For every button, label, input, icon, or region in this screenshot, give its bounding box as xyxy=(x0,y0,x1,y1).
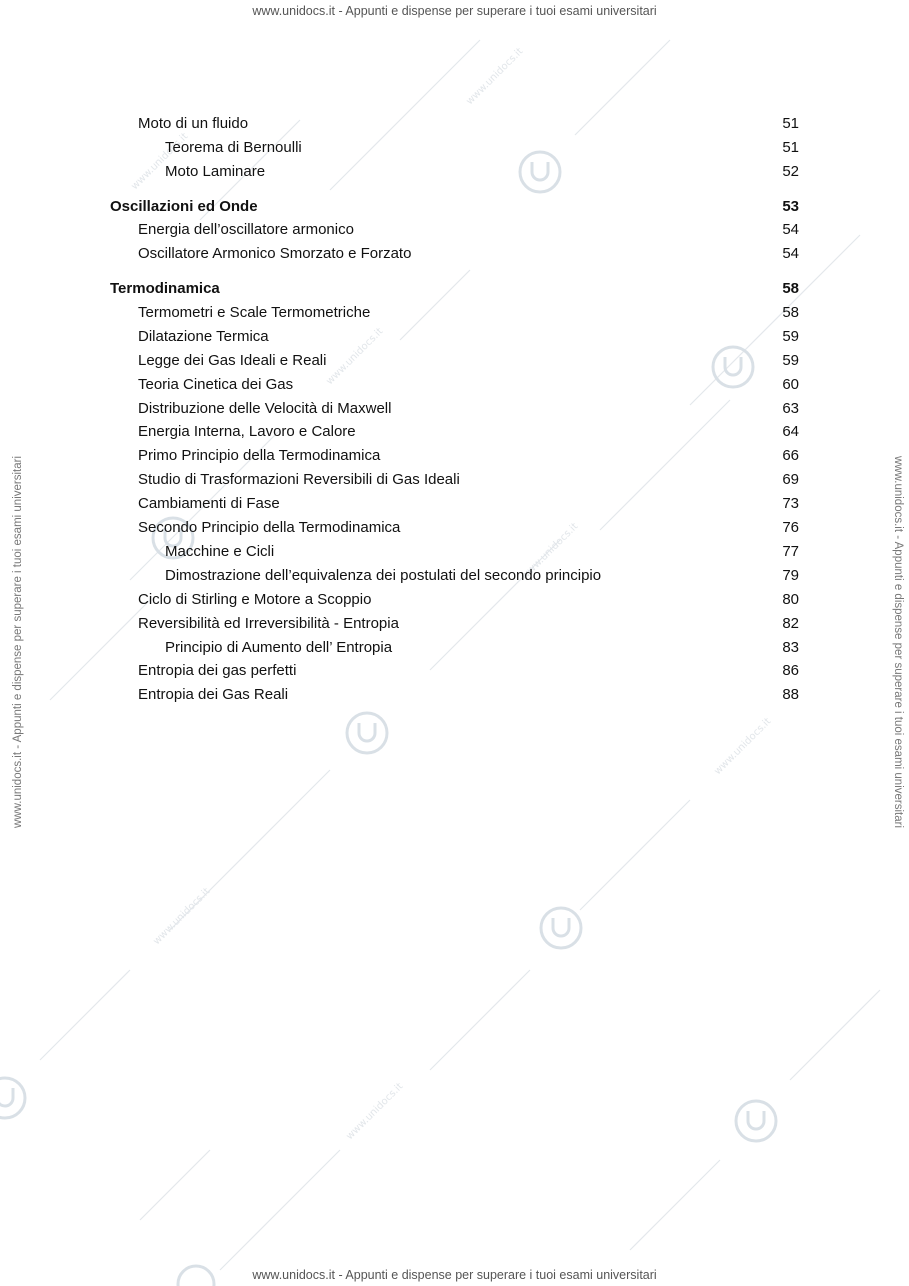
toc-entry[interactable] xyxy=(0,494,909,514)
toc-entry-title: Secondo Principio della Termodinamica xyxy=(138,519,401,536)
footer-banner: www.unidocs.it - Appunti e dispense per superare i tuoi esami universitari xyxy=(252,1268,657,1282)
toc-entry[interactable] xyxy=(0,470,909,490)
toc-entry-page: 51 xyxy=(782,139,799,156)
toc-entry[interactable] xyxy=(0,542,909,562)
toc-entry-page: 58 xyxy=(782,304,799,321)
toc-entry-page: 73 xyxy=(782,495,799,512)
toc-entry-title: Reversibilità ed Irreversibilità - Entropia xyxy=(138,615,399,632)
toc-section[interactable] xyxy=(0,197,909,217)
toc-entry[interactable] xyxy=(0,566,909,586)
toc-entry-page: 69 xyxy=(782,471,799,488)
toc-entry-title: Dimostrazione dell’equivalenza dei postulati del secondo principio xyxy=(165,567,602,584)
toc-entry-title: Cambiamenti di Fase xyxy=(138,495,280,512)
watermark-text: www.unidocs.it xyxy=(519,521,581,583)
toc-section[interactable] xyxy=(0,279,909,299)
toc-entry-page: 77 xyxy=(782,543,799,560)
watermark-text: www.unidocs.it xyxy=(324,326,386,388)
toc-section-page: 53 xyxy=(782,198,799,215)
toc-entry-title: Macchine e Cicli xyxy=(165,543,275,560)
watermark-text: www.unidocs.it xyxy=(129,131,191,193)
toc-entry-page: 59 xyxy=(782,328,799,345)
toc-entry-page: 54 xyxy=(782,245,799,262)
toc-entry-title: Oscillatore Armonico Smorzato e Forzato xyxy=(138,245,412,262)
toc-entry-title: Termometri e Scale Termometriche xyxy=(138,304,371,321)
toc-entry-page: 66 xyxy=(782,447,799,464)
toc-entry-title: Moto di un fluido xyxy=(138,115,249,132)
toc-entry-title: Dilatazione Termica xyxy=(138,328,269,345)
toc-section-title: Termodinamica xyxy=(110,280,220,297)
toc-entry-page: 80 xyxy=(782,591,799,608)
right-side-banner: www.unidocs.it - Appunti e dispense per superare i tuoi esami universitari xyxy=(892,455,904,829)
toc-entry-page: 64 xyxy=(782,423,799,440)
toc-entry-title: Moto Laminare xyxy=(165,163,266,180)
toc-entry[interactable] xyxy=(0,244,909,264)
header-banner: www.unidocs.it - Appunti e dispense per superare i tuoi esami universitari xyxy=(252,4,657,18)
toc-entry-page: 82 xyxy=(782,615,799,632)
toc-entry[interactable] xyxy=(0,303,909,323)
toc-section-title: Oscillazioni ed Onde xyxy=(110,198,258,215)
toc-entry-page: 88 xyxy=(782,686,799,703)
toc-entry[interactable] xyxy=(0,138,909,158)
toc-entry-page: 76 xyxy=(782,519,799,536)
toc-entry[interactable] xyxy=(0,638,909,658)
watermark-text: www.unidocs.it xyxy=(712,716,774,778)
toc-entry[interactable] xyxy=(0,114,909,134)
toc-section-page: 58 xyxy=(782,280,799,297)
watermark-text: www.unidocs.it xyxy=(464,46,526,108)
toc-entry[interactable] xyxy=(0,220,909,240)
toc-entry[interactable] xyxy=(0,518,909,538)
toc-entry[interactable] xyxy=(0,446,909,466)
toc-entry-title: Entropia dei Gas Reali xyxy=(138,686,289,703)
toc-entry[interactable] xyxy=(0,327,909,347)
toc-entry[interactable] xyxy=(0,614,909,634)
toc-entry[interactable] xyxy=(0,351,909,371)
toc-entry-title: Energia Interna, Lavoro e Calore xyxy=(138,423,356,440)
toc-entry-title: Energia dell’oscillatore armonico xyxy=(138,221,354,238)
toc-entry-title: Principio di Aumento dell’ Entropia xyxy=(165,639,393,656)
toc-entry[interactable] xyxy=(0,422,909,442)
toc-entry-title: Primo Principio della Termodinamica xyxy=(138,447,381,464)
toc-entry-page: 52 xyxy=(782,163,799,180)
toc-entry-title: Legge dei Gas Ideali e Reali xyxy=(138,352,327,369)
toc-entry-page: 79 xyxy=(782,567,799,584)
toc-entry[interactable] xyxy=(0,399,909,419)
toc-entry-page: 60 xyxy=(782,376,799,393)
toc-entry-title: Ciclo di Stirling e Motore a Scoppio xyxy=(138,591,372,608)
watermark-text: www.unidocs.it xyxy=(344,1081,406,1143)
toc-entry-page: 51 xyxy=(782,115,799,132)
toc-entry-title: Studio di Trasformazioni Reversibili di Gas Ideali xyxy=(138,471,460,488)
toc-entry-page: 63 xyxy=(782,400,799,417)
toc-entry[interactable] xyxy=(0,375,909,395)
toc-entry[interactable] xyxy=(0,685,909,705)
toc-entry-page: 83 xyxy=(782,639,799,656)
left-side-banner: www.unidocs.it - Appunti e dispense per superare i tuoi esami universitari xyxy=(12,455,24,829)
toc-entry[interactable] xyxy=(0,661,909,681)
toc-entry-title: Entropia dei gas perfetti xyxy=(138,662,297,679)
toc-entry[interactable] xyxy=(0,590,909,610)
toc-entry-page: 59 xyxy=(782,352,799,369)
toc-entry-page: 86 xyxy=(782,662,799,679)
toc-entry-title: Distribuzione delle Velocità di Maxwell xyxy=(138,400,392,417)
toc-entry[interactable] xyxy=(0,162,909,182)
toc-entry-title: Teorema di Bernoulli xyxy=(165,139,302,156)
toc-entry-page: 54 xyxy=(782,221,799,238)
watermark-text: www.unidocs.it xyxy=(151,886,213,948)
toc-entry-title: Teoria Cinetica dei Gas xyxy=(138,376,294,393)
